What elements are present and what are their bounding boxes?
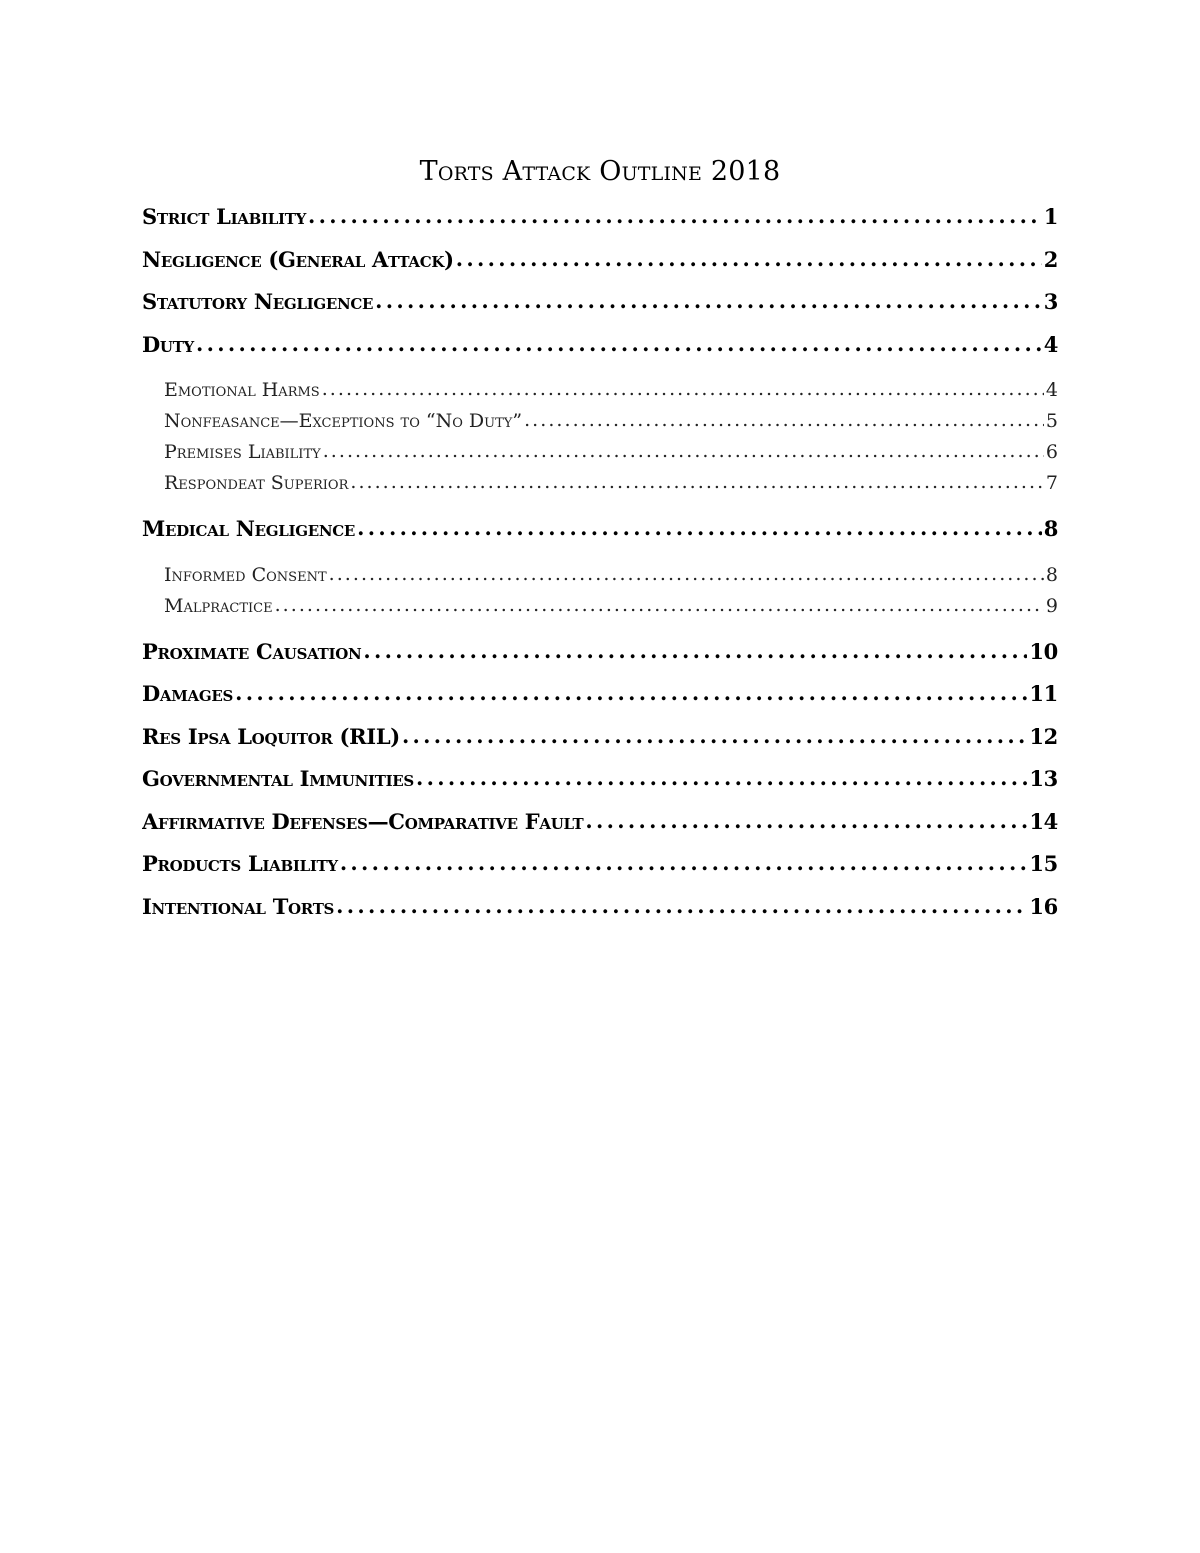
toc-entry-duty[interactable] — [142, 324, 1058, 367]
toc-entry-label: Medical Negligence — [142, 516, 356, 541]
toc-entry-medical-negligence[interactable] — [142, 508, 1058, 551]
toc-entry-label: Proximate Causation — [142, 638, 362, 664]
toc-entry-label: Products Liability — [142, 851, 338, 876]
toc-entry-label: Duty — [142, 331, 194, 357]
toc-leader-dots — [196, 324, 1042, 366]
toc-entry-label: Intentional Torts — [142, 893, 335, 919]
toc-entry-res-ipsa-loquitor[interactable] — [142, 716, 1058, 759]
toc-entry-label: Nonfeasance—Exceptions to “No Duty” — [164, 410, 523, 432]
toc-entry-damages[interactable] — [142, 673, 1058, 716]
toc-entry-label: Statutory Negligence — [142, 289, 374, 314]
toc-leader-dots — [363, 631, 1027, 673]
toc-leader-dots — [456, 239, 1042, 281]
toc-entry-label: Negligence (General Attack) — [142, 246, 454, 272]
toc-subentry-emotional-harms[interactable] — [142, 375, 1058, 406]
toc-page-number: 9 — [1045, 594, 1058, 617]
toc-subentry-malpractice[interactable] — [142, 591, 1058, 622]
toc-page-number: 14 — [1029, 808, 1058, 834]
toc-page-number: 8 — [1043, 516, 1058, 541]
toc-entry-label: Respondeat Superior — [164, 472, 349, 494]
toc-page-number: 4 — [1045, 379, 1058, 401]
toc-entry-label: Premises Liability — [164, 441, 321, 463]
toc-leader-dots — [329, 560, 1044, 590]
toc-leader-dots — [375, 281, 1042, 323]
toc-page-number: 3 — [1043, 289, 1058, 314]
toc-leader-dots — [308, 196, 1042, 238]
toc-page-number: 11 — [1029, 681, 1058, 706]
toc-subentry-informed-consent[interactable] — [142, 560, 1058, 591]
toc-page-number: 13 — [1029, 766, 1058, 791]
toc-page-number: 5 — [1045, 410, 1058, 432]
table-of-contents — [142, 196, 1058, 928]
toc-leader-dots — [416, 758, 1027, 800]
toc-entry-products-liability[interactable] — [142, 843, 1058, 886]
toc-leader-dots — [340, 843, 1028, 885]
toc-entry-label: Malpractice — [164, 594, 273, 617]
toc-entry-label: Emotional Harms — [164, 379, 320, 401]
toc-entry-affirmative-defenses[interactable] — [142, 801, 1058, 844]
toc-leader-dots — [524, 406, 1044, 436]
toc-entry-label: Damages — [142, 681, 234, 706]
toc-leader-dots — [357, 508, 1042, 550]
toc-subentry-premises-liability[interactable] — [142, 437, 1058, 468]
toc-page-number: 10 — [1029, 638, 1058, 664]
toc-page-number: 15 — [1029, 851, 1058, 876]
toc-subentry-nonfeasance[interactable] — [142, 406, 1058, 437]
toc-entry-intentional-torts[interactable] — [142, 886, 1058, 929]
toc-leader-dots — [322, 375, 1044, 405]
toc-page-number: 2 — [1043, 246, 1058, 272]
toc-page-number: 8 — [1045, 563, 1058, 586]
toc-page-number: 1 — [1043, 204, 1058, 229]
toc-entry-strict-liability[interactable] — [142, 196, 1058, 239]
toc-leader-dots — [336, 886, 1027, 928]
toc-entry-label: Res Ipsa Loquitor (RIL) — [142, 723, 400, 749]
toc-leader-dots — [323, 437, 1044, 467]
toc-leader-dots — [585, 801, 1027, 843]
toc-leader-dots — [275, 591, 1044, 621]
toc-page-number: 12 — [1029, 723, 1058, 749]
toc-leader-dots — [235, 673, 1027, 715]
toc-page-number: 16 — [1029, 893, 1058, 919]
toc-leader-dots — [402, 716, 1027, 758]
toc-page-number: 6 — [1045, 441, 1058, 463]
toc-page-number: 4 — [1043, 331, 1058, 357]
toc-entry-proximate-causation[interactable] — [142, 631, 1058, 674]
toc-entry-governmental-immunities[interactable] — [142, 758, 1058, 801]
toc-entry-negligence-general-attack[interactable] — [142, 239, 1058, 282]
page-title: Torts Attack Outline 2018 — [419, 156, 781, 187]
toc-entry-label: Strict Liability — [142, 204, 306, 229]
toc-page-number: 7 — [1045, 472, 1058, 494]
toc-leader-dots — [350, 468, 1044, 498]
toc-entry-label: Governmental Immunities — [142, 766, 414, 791]
toc-entry-label: Affirmative Defenses—Comparative Fault — [142, 808, 584, 834]
toc-entry-statutory-negligence[interactable] — [142, 281, 1058, 324]
toc-entry-label: Informed Consent — [164, 563, 327, 586]
toc-subentry-respondeat-superior[interactable] — [142, 468, 1058, 499]
